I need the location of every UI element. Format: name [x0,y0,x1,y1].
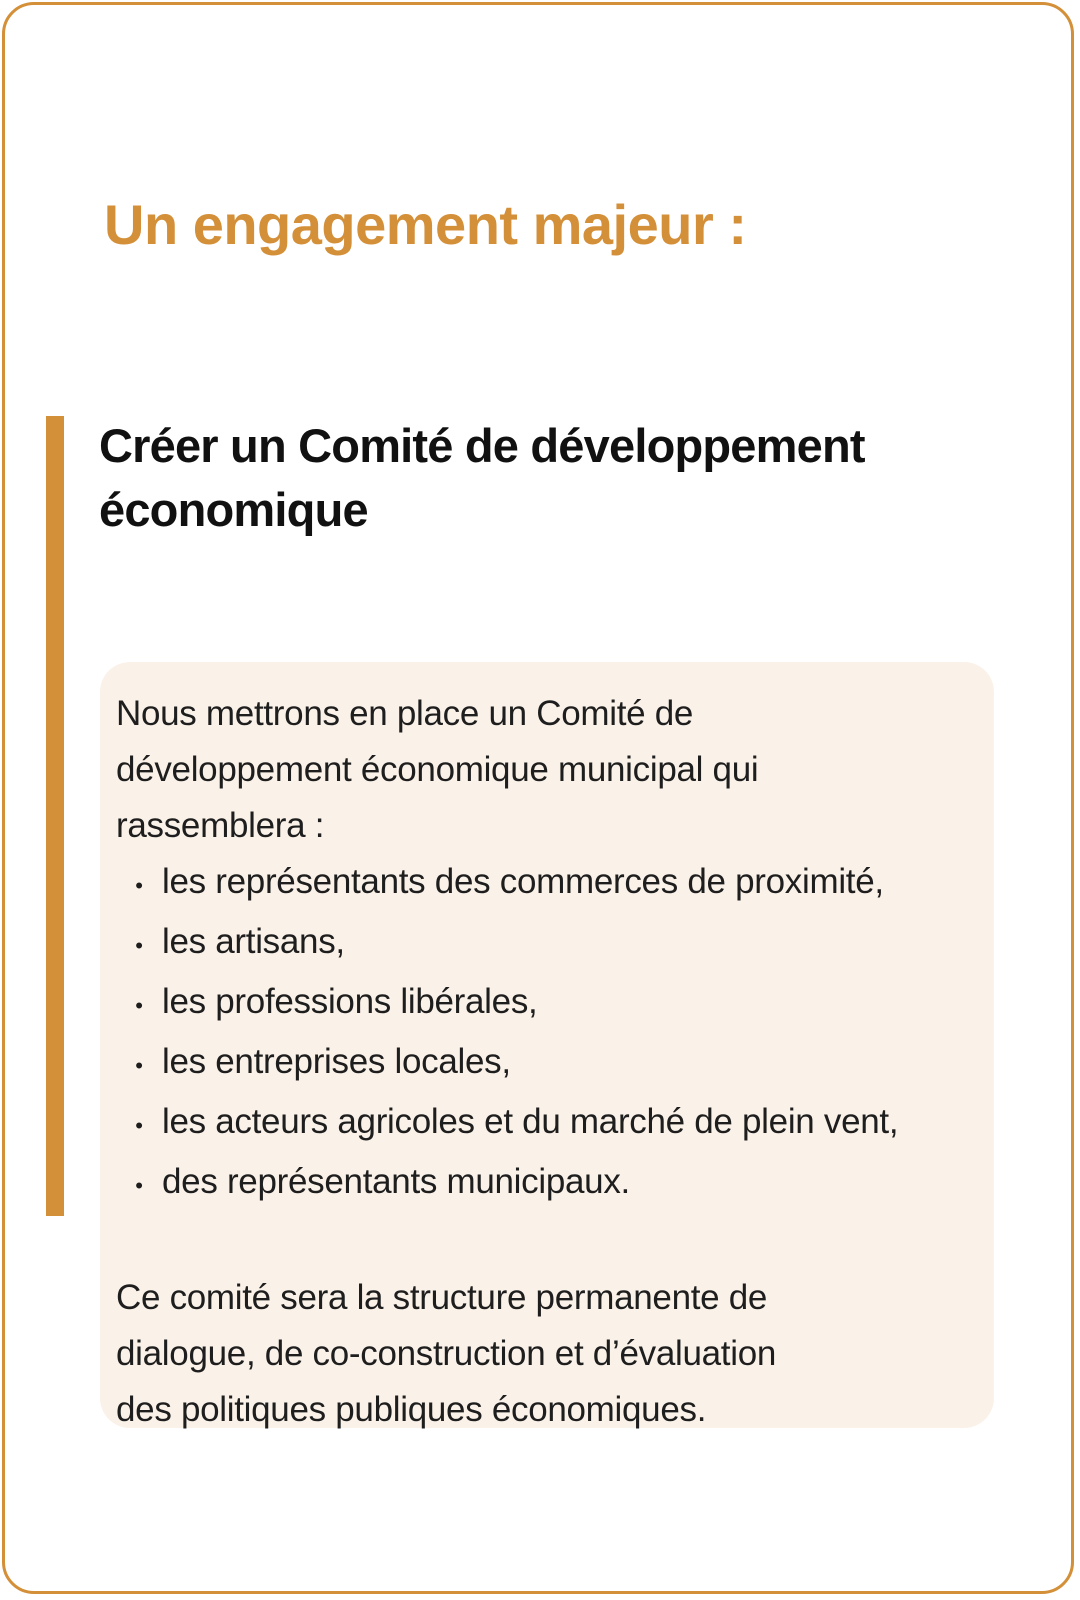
closing-paragraph [116,1270,994,1438]
members-list [116,854,994,1214]
list-item [116,1034,994,1094]
bullet-icon: • [135,1113,143,1138]
intro-line-2: développement économique municipal qui [116,750,759,789]
intro-line-1: Nous mettrons en place un Comité de [116,694,694,733]
list-item-text: des représentants municipaux. [162,1162,630,1201]
list-item [116,1094,994,1154]
list-item [116,974,994,1034]
description-box [100,662,994,1428]
list-item-text: les artisans, [162,922,345,961]
commitment-title-line-1: Créer un Comité de développement [99,419,865,472]
list-item-text: les entreprises locales, [162,1042,511,1081]
bullet-icon: • [135,1053,143,1078]
list-item-text: les professions libérales, [162,982,538,1021]
list-item [116,854,994,914]
closing-line-3: des politiques publiques économiques. [116,1390,707,1429]
list-item [116,1154,994,1214]
list-item-text: les représentants des commerces de proximité, [162,862,884,901]
bullet-icon: • [135,1173,143,1198]
commitment-title-line-2: économique [99,483,368,536]
commitment-title [99,414,999,542]
page-heading: Un engagement majeur : [104,193,747,256]
list-item-text: les acteurs agricoles et du marché de plein vent, [162,1102,899,1141]
closing-line-2: dialogue, de co-construction et d’évaluation [116,1334,777,1373]
closing-line-1: Ce comité sera la structure permanente de [116,1278,768,1317]
list-item [116,914,994,974]
intro-line-3: rassemblera : [116,806,325,845]
bullet-icon: • [135,933,143,958]
bullet-icon: • [135,873,143,898]
intro-paragraph [116,686,994,854]
bullet-icon: • [135,993,143,1018]
accent-bar [46,416,64,1216]
